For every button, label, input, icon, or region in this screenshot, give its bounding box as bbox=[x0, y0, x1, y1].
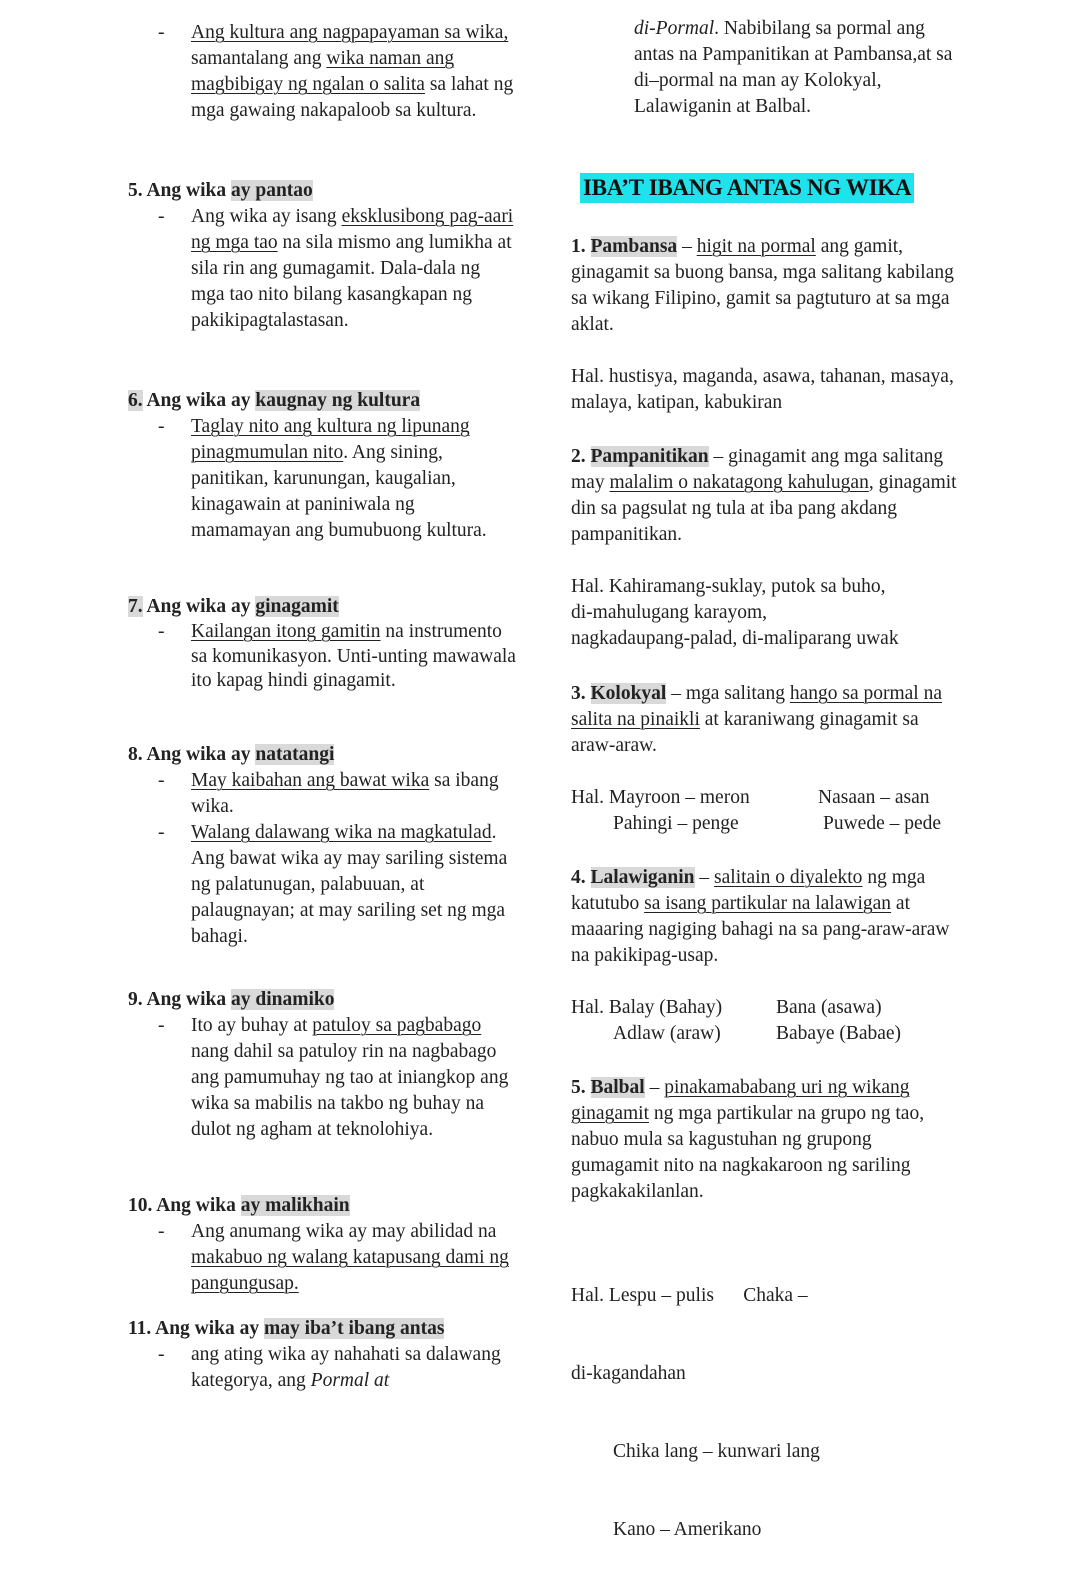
highlighted-term: ay dinamiko bbox=[230, 989, 335, 1010]
section-title bbox=[580, 173, 970, 203]
level-name: Kolokyal bbox=[590, 683, 667, 704]
item-6: 6. Ang wika ay kaugnay ng kultura - Taglay nito ang kultura ng lipunang pinagmumulan nito. Ang sining, panitikan, karunungan, kaugalian, kinagawain at paniniwala ng mamamayan ang bumubuong kultura. bbox=[128, 388, 518, 544]
item-heading: 8. Ang wika ay natatangi bbox=[128, 744, 335, 765]
item-7: 7. Ang wika ay ginagamit - Kailangan itong gamitin na instrumento sa komunikasyon. Unti-unting mawawala ito kapag hindi ginagamit. bbox=[128, 594, 518, 694]
item-heading: 9. Ang wika ay dinamiko bbox=[128, 989, 335, 1010]
highlighted-term: ay pantao bbox=[230, 180, 313, 201]
example: Hal. Mayroon – meron Nasaan – asan Pahingi – penge Puwede – pede bbox=[571, 787, 942, 834]
item-5: 5. Ang wika ay pantao - Ang wika ay isang eksklusibong pag-aari ng mga tao na sila mismo ang lumikha at sila rin ang gumagamit. Dala-dala ng mga tao nito bilang kasangkapan ng pakikipagtalastasan. bbox=[128, 178, 518, 334]
item-8: 8. Ang wika ay natatangi - May kaibahan ang bawat wika sa ibang wika. - Walang dalawang wika na magkatulad. Ang bawat wika ay may sariling sistema ng palatunugan, palabuuan, at palaugnayan; at may sariling set ng mga bahagi. bbox=[128, 742, 518, 950]
level-pambansa: 1. Pambansa – higit na pormal ang gamit, ginagamit sa buong bansa, mga salitang kabilang sa wikang Filipino, gamit sa pagtuturo at sa mga aklat. Hal. hustisya, maganda, asawa, tahanan, masaya, malaya, katipan, kabukiran bbox=[571, 234, 961, 416]
level-balbal: 5. Balbal – pinakamababang uri ng wikang ginagamit ng mga partikular na grupo ng tao, nabuo mula sa kagustuhan ng grupong gumagamit nito na nagkakaroon ng sariling pagkakakilanlan. Hal. Lespu – pulis Chaka – di-kagandahan Chika lang – kunwari lang Kano – Amerikano bbox=[571, 1075, 961, 1595]
level-name: Pampanitikan bbox=[590, 446, 709, 467]
level-name: Lalawiganin bbox=[590, 867, 695, 888]
level-lalawiganin: 4. Lalawiganin – salitain o diyalekto ng mga katutubo sa isang partikular na lalawigan at maaaring nagiging bahagi na sa pang-araw-araw na pakikipag-usap. Hal. Balay (Bahay) Bana (asawa) Adlaw (araw) Babaye (Babae) bbox=[571, 865, 961, 1047]
highlighted-term: kaugnay ng kultura bbox=[255, 390, 421, 411]
example: Hal. Kahiramang-suklay, putok sa buho, di-mahulugang karayom, nagkadaupang-palad, di-maliparang uwak bbox=[571, 576, 899, 649]
level-kolokyal: 3. Kolokyal – mga salitang hango sa pormal na salita na pinaikli at karaniwang ginagamit sa araw-araw. Hal. Mayroon – meron Nasaan – asan Pahingi – penge Puwede – pede bbox=[571, 681, 961, 837]
highlighted-term: natatangi bbox=[255, 744, 335, 765]
item-heading: 6. Ang wika ay kaugnay ng kultura bbox=[128, 390, 421, 411]
level-name: Balbal bbox=[590, 1077, 645, 1098]
item-heading: 5. Ang wika ay pantao bbox=[128, 180, 313, 201]
level-pampanitikan: 2. Pampanitikan – ginagamit ang mga salitang may malalim o nakatagong kahulugan, ginagamit din sa pagsulat ng tula at iba pang akdang pampanitikan. Hal. Kahiramang-suklay, putok sa buho, di-mahulugang karayom, nagkadaupang-palad, di-maliparang uwak bbox=[571, 444, 961, 652]
bullet-dash: - bbox=[158, 22, 165, 43]
item-heading: 11. Ang wika ay may iba’t ibang antas bbox=[128, 1318, 445, 1339]
item-heading: 10. Ang wika ay malikhain bbox=[128, 1195, 350, 1216]
highlighted-term: may iba’t ibang antas bbox=[264, 1318, 445, 1339]
example: Hal. hustisya, maganda, asawa, tahanan, masaya, malaya, katipan, kabukiran bbox=[571, 366, 954, 413]
example: Hal. Lespu – pulis Chaka – di-kagandahan Chika lang – kunwari lang Kano – Amerikano bbox=[571, 1285, 820, 1540]
highlighted-term: ay malikhain bbox=[240, 1195, 350, 1216]
level-name: Pambansa bbox=[590, 236, 678, 257]
intro-bullet: - Ang kultura ang nagpapayaman sa wika, samantalang ang wika naman ang magbibigay ng ngalan o salita sa lahat ng mga gawaing nakapaloob sa kultura. bbox=[158, 22, 514, 121]
example: Hal. Balay (Bahay) Bana (asawa) Adlaw (araw) Babaye (Babae) bbox=[571, 997, 902, 1044]
item-11: 11. Ang wika ay may iba’t ibang antas - ang ating wika ay nahahati sa dalawang kategorya, ang Pormal at bbox=[128, 1316, 518, 1394]
highlighted-term: ginagamit bbox=[255, 596, 339, 617]
section-title-text: IBA’T IBANG ANTAS NG WIKA bbox=[580, 173, 914, 203]
item-heading: 7. Ang wika ay ginagamit bbox=[128, 596, 339, 617]
item-9: 9. Ang wika ay dinamiko - Ito ay buhay at patuloy sa pagbabago nang dahil sa patuloy rin na nagbabago ang pamumuhay ng tao at iniangkop ang wika sa mabilis na takbo ng buhay na dulot ng agham at teknolohiya. bbox=[128, 987, 518, 1143]
continuation-paragraph: di-Pormal. Nabibilang sa pormal ang antas na Pampanitikan at Pambansa,at sa di–pormal na man ay Kolokyal, Lalawiganin at Balbal. bbox=[634, 18, 953, 117]
item-10: 10. Ang wika ay malikhain - Ang anumang wika ay may abilidad na makabuo ng walang katapusang dami ng pangungusap. bbox=[128, 1193, 518, 1297]
